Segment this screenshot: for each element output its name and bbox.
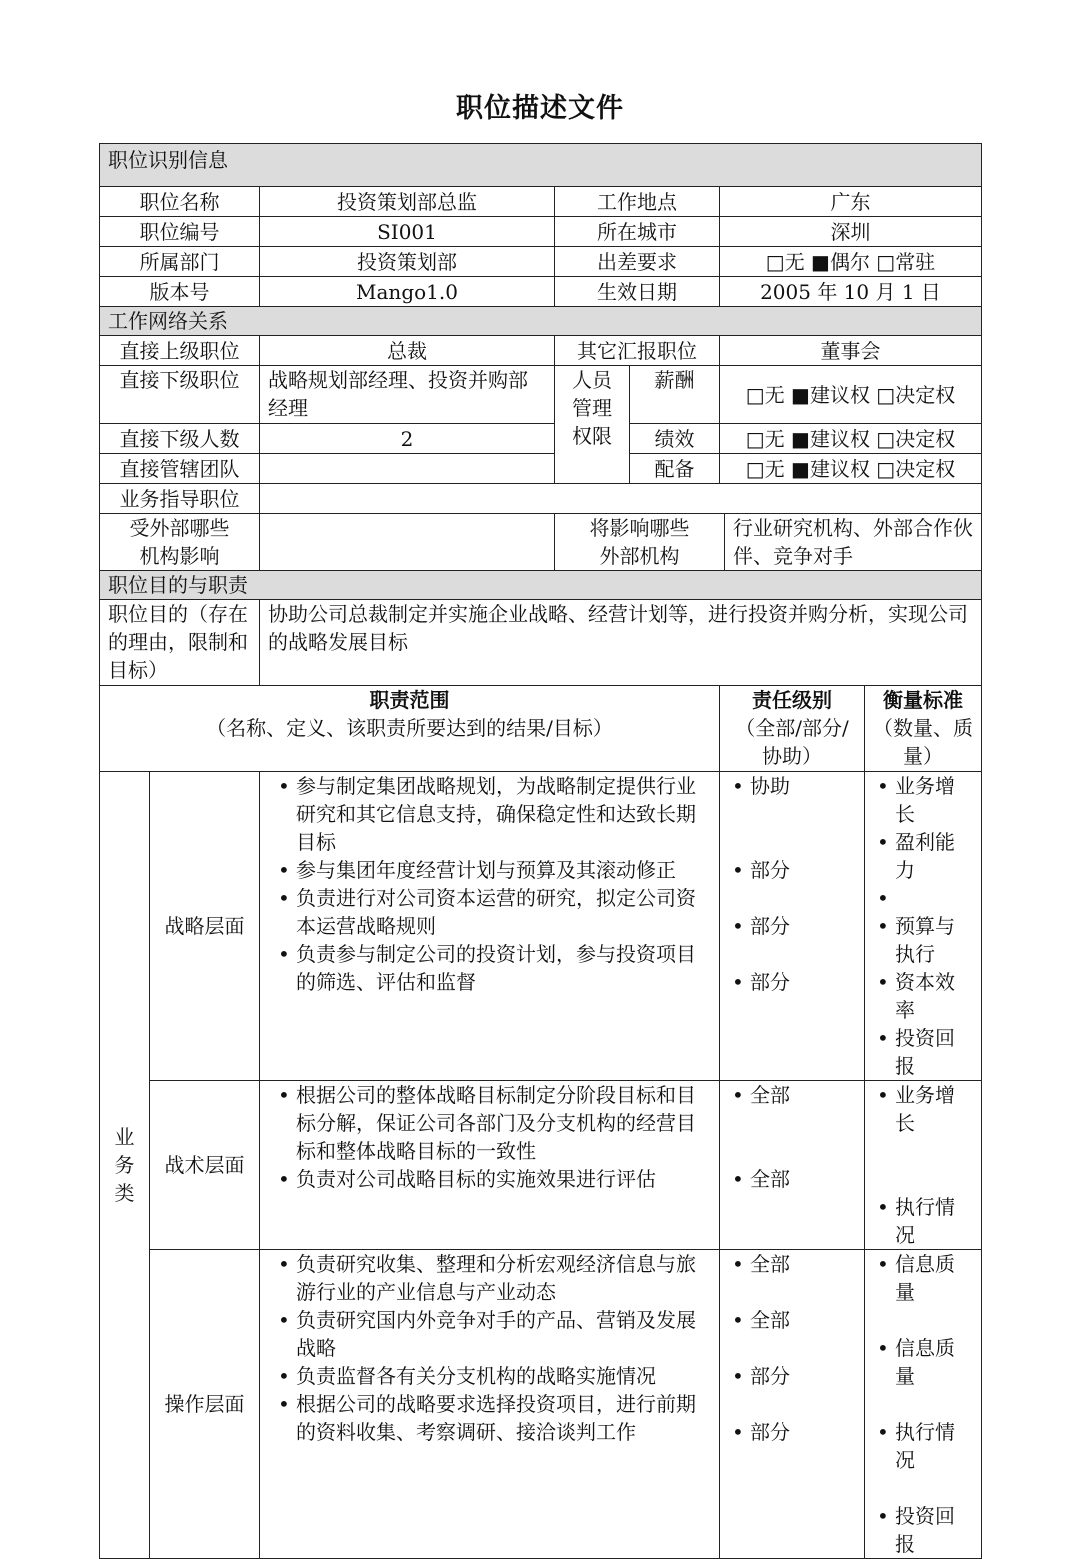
id-value: 投资策划部 — [260, 247, 555, 277]
id-row — [100, 217, 982, 247]
duty-item: • 负责参与制定公司的投资计划，参与投资项目的筛选、评估和监督 — [274, 940, 711, 996]
level-item: • 全部 — [728, 1306, 856, 1334]
duty-item: • 负责对公司战略目标的实施效果进行评估 — [274, 1165, 711, 1193]
salary-label: 薪酬 — [630, 366, 720, 424]
id-row — [100, 277, 982, 307]
duty-item: • 负责研究国内外竞争对手的产品、营销及发展战略 — [274, 1306, 711, 1362]
section-title-purpose: 职位目的与职责 — [100, 571, 982, 600]
staffing-options: □无 ■建议权 □决定权 — [720, 454, 982, 484]
level-item: • 部分 — [728, 912, 856, 940]
external-impact-value: 行业研究机构、外部合作伙伴、竞争对手 — [725, 514, 982, 571]
measure-item: • 投资回报 — [873, 1024, 973, 1080]
id-key: 职位编号 — [100, 217, 260, 247]
id-key: 工作地点 — [555, 187, 720, 217]
superior-label: 直接上级职位 — [100, 336, 260, 366]
measure-item: • 盈利能力 — [873, 828, 973, 884]
level-item: • 全部 — [728, 1165, 856, 1193]
measure-item: • 信息质量 — [873, 1250, 973, 1306]
document-title: 职位描述文件 — [456, 93, 624, 124]
team-label: 直接管辖团队 — [100, 454, 260, 484]
id-key: 所在城市 — [555, 217, 720, 247]
personnel-label: 人员管理权限 — [555, 366, 630, 484]
group-items — [260, 1250, 720, 1559]
group-measures — [865, 772, 982, 1081]
purpose-text: 协助公司总裁制定并实施企业战略、经营计划等，进行投资并购分析，实现公司的战略发展目标 — [260, 600, 982, 686]
measure-item: • 投资回报 — [873, 1502, 973, 1558]
superior-value: 总裁 — [260, 336, 555, 366]
group-levels — [720, 1081, 865, 1250]
group-name: 战术层面 — [150, 1081, 260, 1250]
level-item: • 部分 — [728, 968, 856, 996]
group-items — [260, 1081, 720, 1250]
id-key: 版本号 — [100, 277, 260, 307]
measure-item: • 信息质量 — [873, 1334, 973, 1390]
group-measures — [865, 1250, 982, 1559]
id-value: SI001 — [260, 217, 555, 247]
travel-options: □无 ■偶尔 □常驻 — [720, 247, 982, 277]
duty-item: • 负责进行对公司资本运营的研究，拟定公司资本运营战略规则 — [274, 884, 711, 940]
scope-header — [100, 686, 720, 772]
measure-item: • 业务增长 — [873, 1081, 973, 1137]
duty-item: • 参与制定集团战略规划，为战略制定提供行业研究和其它信息支持，确保稳定性和达致长期目标 — [274, 772, 711, 856]
other-report-label: 其它汇报职位 — [555, 336, 720, 366]
measure-item: • 业务增长 — [873, 772, 973, 828]
measure-item: • 资本效率 — [873, 968, 973, 1024]
external-influence-label: 受外部哪些机构影响 — [100, 514, 260, 571]
id-value: 深圳 — [720, 217, 982, 247]
external-influence-value — [260, 514, 555, 571]
subordinate-label: 直接下级职位 — [100, 366, 260, 424]
section-title-network: 工作网络关系 — [100, 307, 982, 336]
section-header-purpose — [100, 571, 982, 600]
id-key: 生效日期 — [555, 277, 720, 307]
team-value — [260, 454, 555, 484]
purpose-label: 职位目的（存在的理由，限制和目标） — [100, 600, 260, 686]
duty-item: • 参与集团年度经营计划与预算及其滚动修正 — [274, 856, 711, 884]
group-measures — [865, 1081, 982, 1250]
sub-count-label: 直接下级人数 — [100, 424, 260, 454]
group-items — [260, 772, 720, 1081]
level-item: • 部分 — [728, 1362, 856, 1390]
id-key: 出差要求 — [555, 247, 720, 277]
duty-item: • 负责监督各有关分支机构的战略实施情况 — [274, 1362, 711, 1390]
measure-title: 衡量标准 — [883, 688, 963, 712]
group-levels — [720, 1250, 865, 1559]
id-value: 投资策划部总监 — [260, 187, 555, 217]
performance-options: □无 ■建议权 □决定权 — [720, 424, 982, 454]
id-value: Mango1.0 — [260, 277, 555, 307]
section-header-id — [100, 144, 982, 187]
level-header — [720, 686, 865, 772]
level-item: • 协助 — [728, 772, 856, 800]
id-row — [100, 247, 982, 277]
id-key: 所属部门 — [100, 247, 260, 277]
group-name: 操作层面 — [150, 1250, 260, 1559]
external-impact-label: 将影响哪些外部机构 — [555, 514, 725, 571]
scope-subtitle: （名称、定义、该职责所要达到的结果/目标） — [206, 716, 613, 740]
level-subtitle: （全部/部分/协助） — [735, 716, 849, 768]
sub-count-value: 2 — [260, 424, 555, 454]
subordinate-value: 战略规划部经理、投资并购部经理 — [260, 366, 555, 424]
duty-item: • 负责研究收集、整理和分析宏观经济信息与旅游行业的产业信息与产业动态 — [274, 1250, 711, 1306]
duty-item: • 根据公司的战略要求选择投资项目，进行前期的资料收集、考察调研、接洽谈判工作 — [274, 1390, 711, 1446]
measure-item: • 预算与执行 — [873, 912, 973, 968]
measure-header — [865, 686, 982, 772]
other-report-value: 董事会 — [720, 336, 982, 366]
group-name: 战略层面 — [150, 772, 260, 1081]
level-item: • 部分 — [728, 1418, 856, 1446]
duty-item: • 根据公司的整体战略目标制定分阶段目标和目标分解，保证公司各部门及分支机构的经营目标和整体战略目标的一致性 — [274, 1081, 711, 1165]
section-title-id: 职位识别信息 — [100, 144, 982, 187]
id-value: 广东 — [720, 187, 982, 217]
staffing-label: 配备 — [630, 454, 720, 484]
level-item: • 全部 — [728, 1250, 856, 1278]
job-description-table — [99, 143, 982, 1559]
id-key: 职位名称 — [100, 187, 260, 217]
guide-label: 业务指导职位 — [100, 484, 260, 514]
section-header-network — [100, 307, 982, 336]
group-levels — [720, 772, 865, 1081]
guide-value — [260, 484, 982, 514]
level-title: 责任级别 — [752, 688, 832, 712]
level-item: • 全部 — [728, 1081, 856, 1109]
performance-label: 绩效 — [630, 424, 720, 454]
id-row — [100, 187, 982, 217]
salary-options: □无 ■建议权 □决定权 — [720, 366, 982, 424]
id-value: 2005 年 10 月 1 日 — [720, 277, 982, 307]
level-item: • 部分 — [728, 856, 856, 884]
measure-item — [873, 884, 973, 912]
measure-subtitle: （数量、质量） — [873, 716, 973, 768]
measure-item: • 执行情况 — [873, 1418, 973, 1474]
scope-title: 职责范围 — [369, 688, 450, 712]
measure-item: • 执行情况 — [873, 1193, 973, 1249]
category-label: 业务类 — [100, 772, 150, 1559]
